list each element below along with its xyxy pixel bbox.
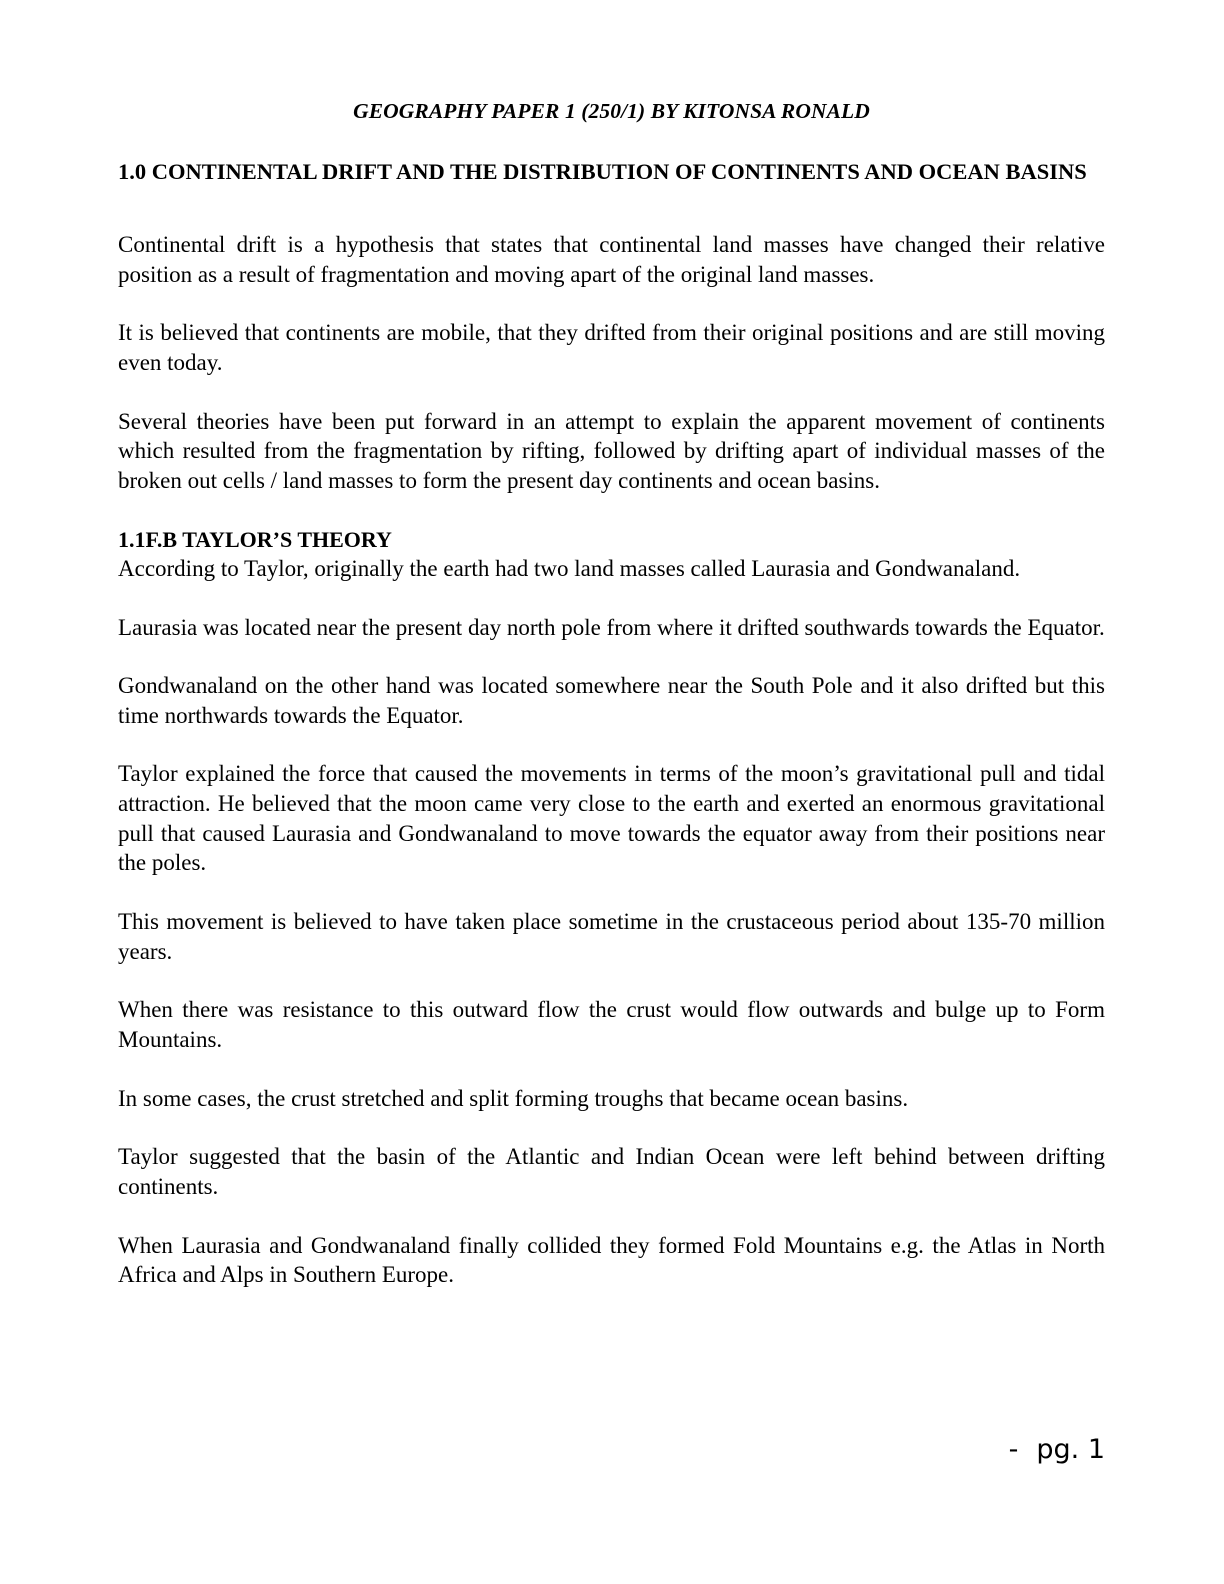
paragraph-laurasia-location: Laurasia was located near the present day north pole from where it drifted southwards towards the Equator.: [118, 614, 1105, 640]
spacer: [118, 730, 1105, 759]
spacer: [118, 1055, 1105, 1084]
spacer: [118, 186, 1105, 230]
spacer: [118, 878, 1105, 907]
spacer: [118, 289, 1105, 318]
document-body: [118, 0, 1105, 1290]
paragraph-several-theories: Several theories have been put forward in an attempt to explain the apparent movement of continents which resulted from the fragmentation by rifting, followed by drifting apart of individual masses of the broken out cells / land masses to form the present day continents and ocean basins.: [118, 408, 1105, 493]
spacer: [118, 378, 1105, 407]
document-title: GEOGRAPHY PAPER 1 (250/1) BY KITONSA RONALD: [353, 99, 870, 123]
spacer: [118, 1113, 1105, 1142]
spacer: [118, 496, 1105, 525]
paragraph-continental-drift-definition: Continental drift is a hypothesis that states that continental land masses have changed their relative position as a result of fragmentation and moving apart of the original land masses.: [118, 232, 1105, 287]
paragraph-crust-stretched-ocean-basins: In some cases, the crust stretched and split forming troughs that became ocean basins.: [118, 1085, 909, 1111]
paragraph-collision-fold-mountains: When Laurasia and Gondwanaland finally collided they formed Fold Mountains e.g. the Atlas in North Africa and Alps in Southern Europe.: [118, 1232, 1105, 1288]
page-number-label: pg. 1: [1036, 1434, 1105, 1465]
paragraph-taylor-force-explanation: Taylor explained the force that caused the movements in terms of the moon’s gravitational pull and tidal attraction. He believed that the moon came very close to the earth and exerted an enormous gravitational pull that caused Laurasia and Gondwanaland to move towards the equator away from their positions near the poles.: [118, 761, 1105, 876]
page-footer: [0, 1434, 1105, 1465]
paragraph-according-to-taylor: According to Taylor, originally the earth had two land masses called Laurasia and Gondwanaland.: [118, 555, 1021, 581]
spacer: [118, 642, 1105, 671]
footer-dash: -: [1008, 1434, 1019, 1465]
paragraph-gondwanaland-location: Gondwanaland on the other hand was located somewhere near the South Pole and it also drifted but this time northwards towards the Equator.: [118, 673, 1105, 728]
paragraph-crustaceous-period: This movement is believed to have taken place sometime in the crustaceous period about 135-70 million years.: [118, 909, 1105, 964]
paragraph-resistance-fold-mountains: When there was resistance to this outward flow the crust would flow outwards and bulge up to Form Mountains.: [118, 997, 1105, 1053]
section-heading-1-0: 1.0 CONTINENTAL DRIFT AND THE DISTRIBUTION OF CONTINENTS AND OCEAN BASINS: [118, 158, 1087, 184]
sub-heading-1-1-taylor-theory: 1.1F.B TAYLOR’S THEORY: [118, 526, 392, 552]
paragraph-atlantic-indian-basins: Taylor suggested that the basin of the Atlantic and Indian Ocean were left behind between drifting continents.: [118, 1144, 1105, 1200]
spacer: [118, 584, 1105, 613]
spacer: [118, 1202, 1105, 1231]
paragraph-continents-mobile: It is believed that continents are mobile, that they drifted from their original positions and are still moving even today.: [118, 320, 1105, 375]
spacer: [118, 966, 1105, 995]
